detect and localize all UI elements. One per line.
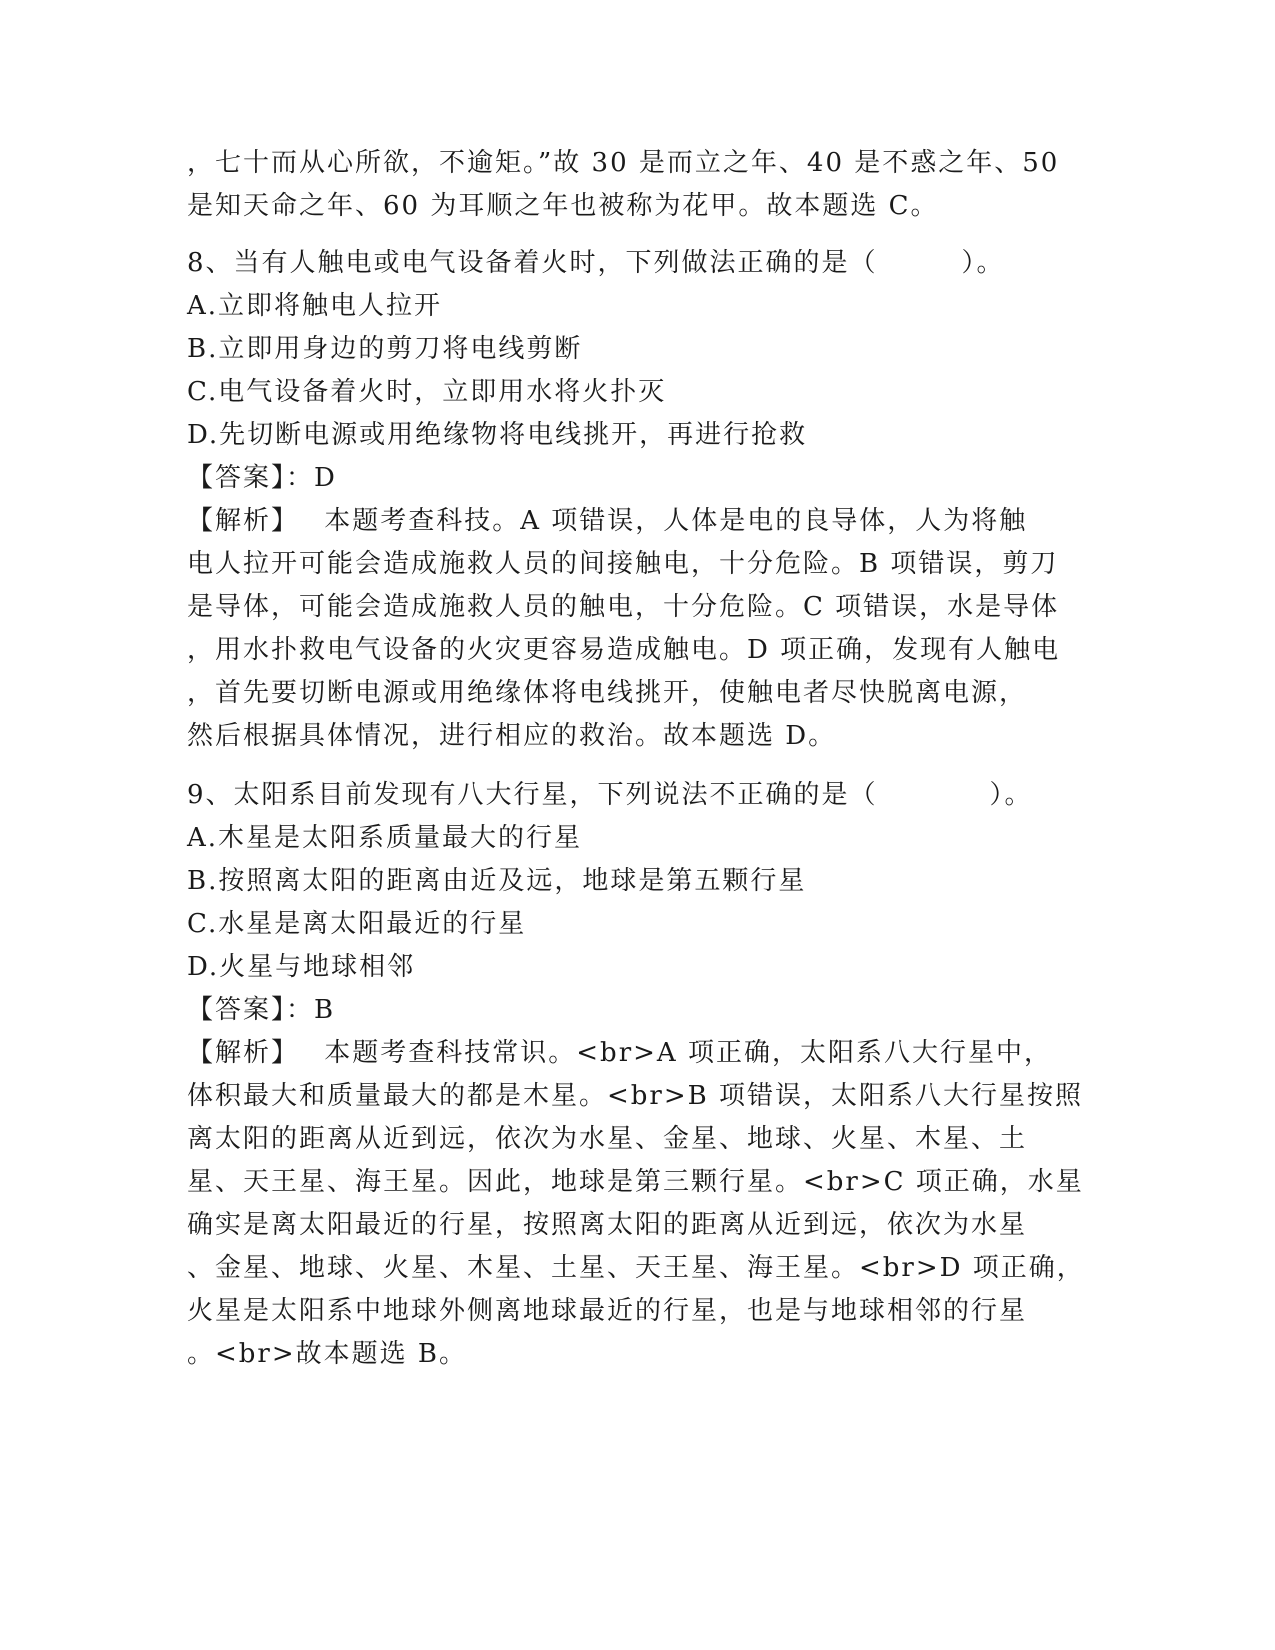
analysis-line: 电人拉开可能会造成施救人员的间接触电，十分危险。B 项错误，剪刀 xyxy=(187,549,1059,579)
intro-paragraph xyxy=(187,142,1077,228)
analysis-line: 然后根据具体情况，进行相应的救治。故本题选 D。 xyxy=(187,721,837,751)
analysis-line: 。<br>故本题选 B。 xyxy=(187,1339,468,1369)
analysis-line: 【解析】 本题考查科技。A 项错误，人体是电的良导体，人为将触 xyxy=(187,506,1028,536)
analysis-line: ，用水扑救电气设备的火灾更容易造成触电。D 项正确，发现有人触电 xyxy=(187,635,1061,665)
analysis-line: 【解析】 本题考查科技常识。<br>A 项正确，太阳系八大行星中， xyxy=(187,1038,1052,1068)
option-c: C.水星是离太阳最近的行星 xyxy=(187,909,527,939)
question-text: 9、太阳系目前发现有八大行星，下列说法不正确的是（ ）。 xyxy=(187,780,1033,810)
option-b: B.立即用身边的剪刀将电线剪断 xyxy=(187,334,583,364)
question-text: 8、当有人触电或电气设备着火时，下列做法正确的是（ ）。 xyxy=(187,248,1005,278)
option-b: B.按照离太阳的距离由近及远，地球是第五颗行星 xyxy=(187,866,807,896)
option-c: C.电气设备着火时，立即用水将火扑灭 xyxy=(187,377,667,407)
question-9 xyxy=(187,774,1085,1376)
analysis-line: 确实是离太阳最近的行星，按照离太阳的距离从近到远，依次为水星 xyxy=(187,1210,1028,1240)
intro-line: ，七十而从心所欲，不逾矩。”故 30 是而立之年、40 是不惑之年、50 xyxy=(187,148,1060,178)
analysis-line: 火星是太阳系中地球外侧离地球最近的行星，也是与地球相邻的行星 xyxy=(187,1296,1028,1326)
option-d: D.先切断电源或用绝缘物将电线挑开，再进行抢救 xyxy=(187,420,808,450)
analysis-line: 离太阳的距离从近到远，依次为水星、金星、地球、火星、木星、土 xyxy=(187,1124,1028,1154)
option-a: A.立即将触电人拉开 xyxy=(187,291,443,321)
answer-line: 【答案】：B xyxy=(187,995,336,1025)
option-a: A.木星是太阳系质量最大的行星 xyxy=(187,823,583,853)
analysis-line: 体积最大和质量最大的都是木星。<br>B 项错误，太阳系八大行星按照 xyxy=(187,1081,1084,1111)
option-d: D.火星与地球相邻 xyxy=(187,952,416,982)
intro-line: 是知天命之年、60 为耳顺之年也被称为花甲。故本题选 C。 xyxy=(187,191,939,221)
analysis-line: 是导体，可能会造成施救人员的触电，十分危险。C 项错误，水是导体 xyxy=(187,592,1060,622)
question-8 xyxy=(187,242,1077,758)
analysis-line: 星、天王星、海王星。因此，地球是第三颗行星。<br>C 项正确，水星 xyxy=(187,1167,1084,1197)
answer-line: 【答案】：D xyxy=(187,463,337,493)
analysis-line: ，首先要切断电源或用绝缘体将电线挑开，使触电者尽快脱离电源， xyxy=(187,678,1028,708)
analysis-line: 、金星、地球、火星、木星、土星、天王星、海王星。<br>D 项正确， xyxy=(187,1253,1085,1283)
